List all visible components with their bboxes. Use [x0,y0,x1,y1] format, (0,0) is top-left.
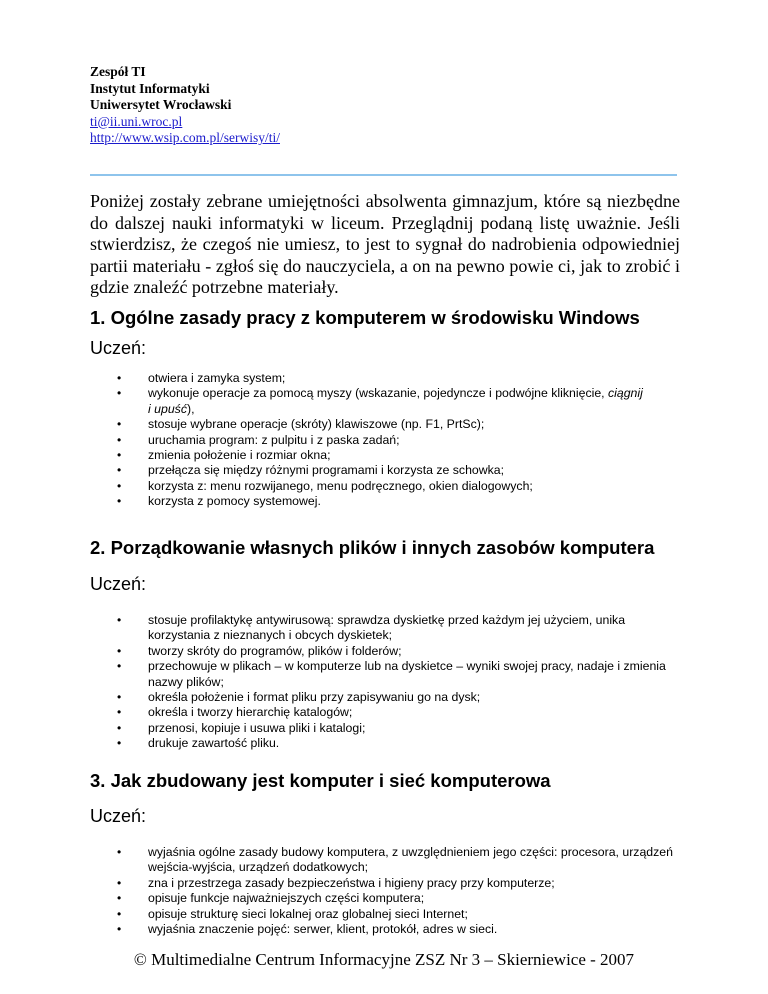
bullet-icon: • [117,417,122,432]
bullet-icon: • [117,432,122,447]
section-1-subject: Uczeń: [90,338,147,358]
bullet-icon: • [117,845,122,859]
institute-name: Instytut Informatyki [90,80,210,96]
section-1 [90,307,690,510]
section-2-subject: Uczeń: [90,574,147,594]
section-2 [90,537,690,752]
list-item: • tworzy skróty do programów, plików i folderów; [117,643,402,658]
list-item: • opisuje strukturę sieci lokalnej oraz globalnej sieci Internet; [117,906,468,921]
list-item: • przełącza się między różnymi programami i korzysta ze schowka; [117,463,505,478]
list-item: • zmienia położenie i rozmiar okna; [117,448,331,463]
intro-paragraph: Poniżej zostały zebrane umiejętności absolwenta gimnazjum, które są niezbędne do dalszej nauki informatyki w liceum. Przeglądnij podaną listę uważnie. Jeśli stwierdzisz, że czegoś nie umiesz, to jest to sygnał do nadrobienia odpowiedniej partii materiału - zgłoś się do nauczyciela, a on na pewno powie ci, jak to zrobić i gdzie znaleźć potrzebne materiały. [90,191,680,297]
list-item: • przechowuje w plikach – w komputerze lub na dyskietce – wyniki swojej pracy, nadaje i zmienia nazwy plików; [117,659,666,689]
list-item: • określa położenie i format pliku przy zapisywaniu go na dysk; [117,690,481,705]
bullet-icon: • [117,875,122,890]
list-item: • opisuje funkcje najważniejszych części komputera; [117,891,425,906]
bullet-icon: • [117,736,122,751]
copyright-footer: © Multimedialne Centrum Informacyjne ZSZ Nr 3 – Skierniewice - 2007 [133,950,635,969]
bullet-icon: • [117,643,122,658]
university-name: Uniwersytet Wrocławski [90,97,232,112]
website-link[interactable]: http://www.wsip.com.pl/serwisy/ti/ [90,130,280,145]
bullet-icon: • [117,720,122,735]
section-3-list [90,845,690,937]
bullet-icon: • [117,891,122,906]
bullet-icon: • [117,659,122,674]
list-item: • korzysta z pomocy systemowej. [117,494,321,509]
list-item: • otwiera i zamyka system; [117,371,286,385]
list-item: • wyjaśnia ogólne zasady budowy komputera, z uwzględnieniem jego części: procesora, urządzeń wejścia-wyjścia, urządzeń dodatkowych; [117,845,673,875]
bullet-icon: • [117,906,122,921]
bullet-icon: • [117,690,122,705]
bullet-icon: • [117,494,122,509]
email-link[interactable]: ti@ii.uni.wroc.pl [90,113,183,129]
section-2-list [90,613,690,752]
bullet-icon: • [117,386,122,401]
team-name: Zespół TI [90,64,146,79]
header-divider [90,174,677,176]
section-3-subject: Uczeń: [90,806,147,826]
list-item: • stosuje profilaktykę antywirusową: sprawdza dyskietkę przed każdym jej użyciem, unika korzystania z nieznanych i obcych dyskietek; [117,613,626,643]
section-3-title: 3. Jak zbudowany jest komputer i sieć komputerowa [90,770,551,791]
bullet-icon: • [117,371,122,385]
list-item: • uruchamia program: z pulpitu i z paska zadań; [117,432,400,447]
list-item: • przenosi, kopiuje i usuwa pliki i katalogi; [117,720,366,735]
list-item: • stosuje wybrane operacje (skróty) klawiszowe (np. F1, PrtSc); [117,417,485,432]
list-item: • wyjaśnia znaczenie pojęć: serwer, klient, protokół, adres w sieci. [117,922,498,937]
list-item: • korzysta z: menu rozwijanego, menu podręcznego, okien dialogowych; [117,478,533,493]
bullet-icon: • [117,463,122,478]
section-1-list [90,371,690,510]
bullet-icon: • [117,613,122,627]
list-item: • drukuje zawartość pliku. [117,736,280,751]
bullet-icon: • [117,478,122,493]
list-item: • wykonuje operacje za pomocą myszy (wskazanie, pojedyncze i podwójne kliknięcie, ciągnij i upuść), [117,386,643,416]
bullet-icon: • [117,705,122,720]
list-item: • zna i przestrzega zasady bezpieczeństwa i higieny pracy przy komputerze; [117,875,555,890]
list-item: • określa i tworzy hierarchię katalogów; [117,705,353,720]
bullet-icon: • [117,448,122,463]
author-header [90,64,280,147]
section-1-title: 1. Ogólne zasady pracy z komputerem w środowisku Windows [90,307,640,328]
section-3 [90,770,690,937]
section-2-title: 2. Porządkowanie własnych plików i innych zasobów komputera [90,537,655,558]
bullet-icon: • [117,922,122,937]
